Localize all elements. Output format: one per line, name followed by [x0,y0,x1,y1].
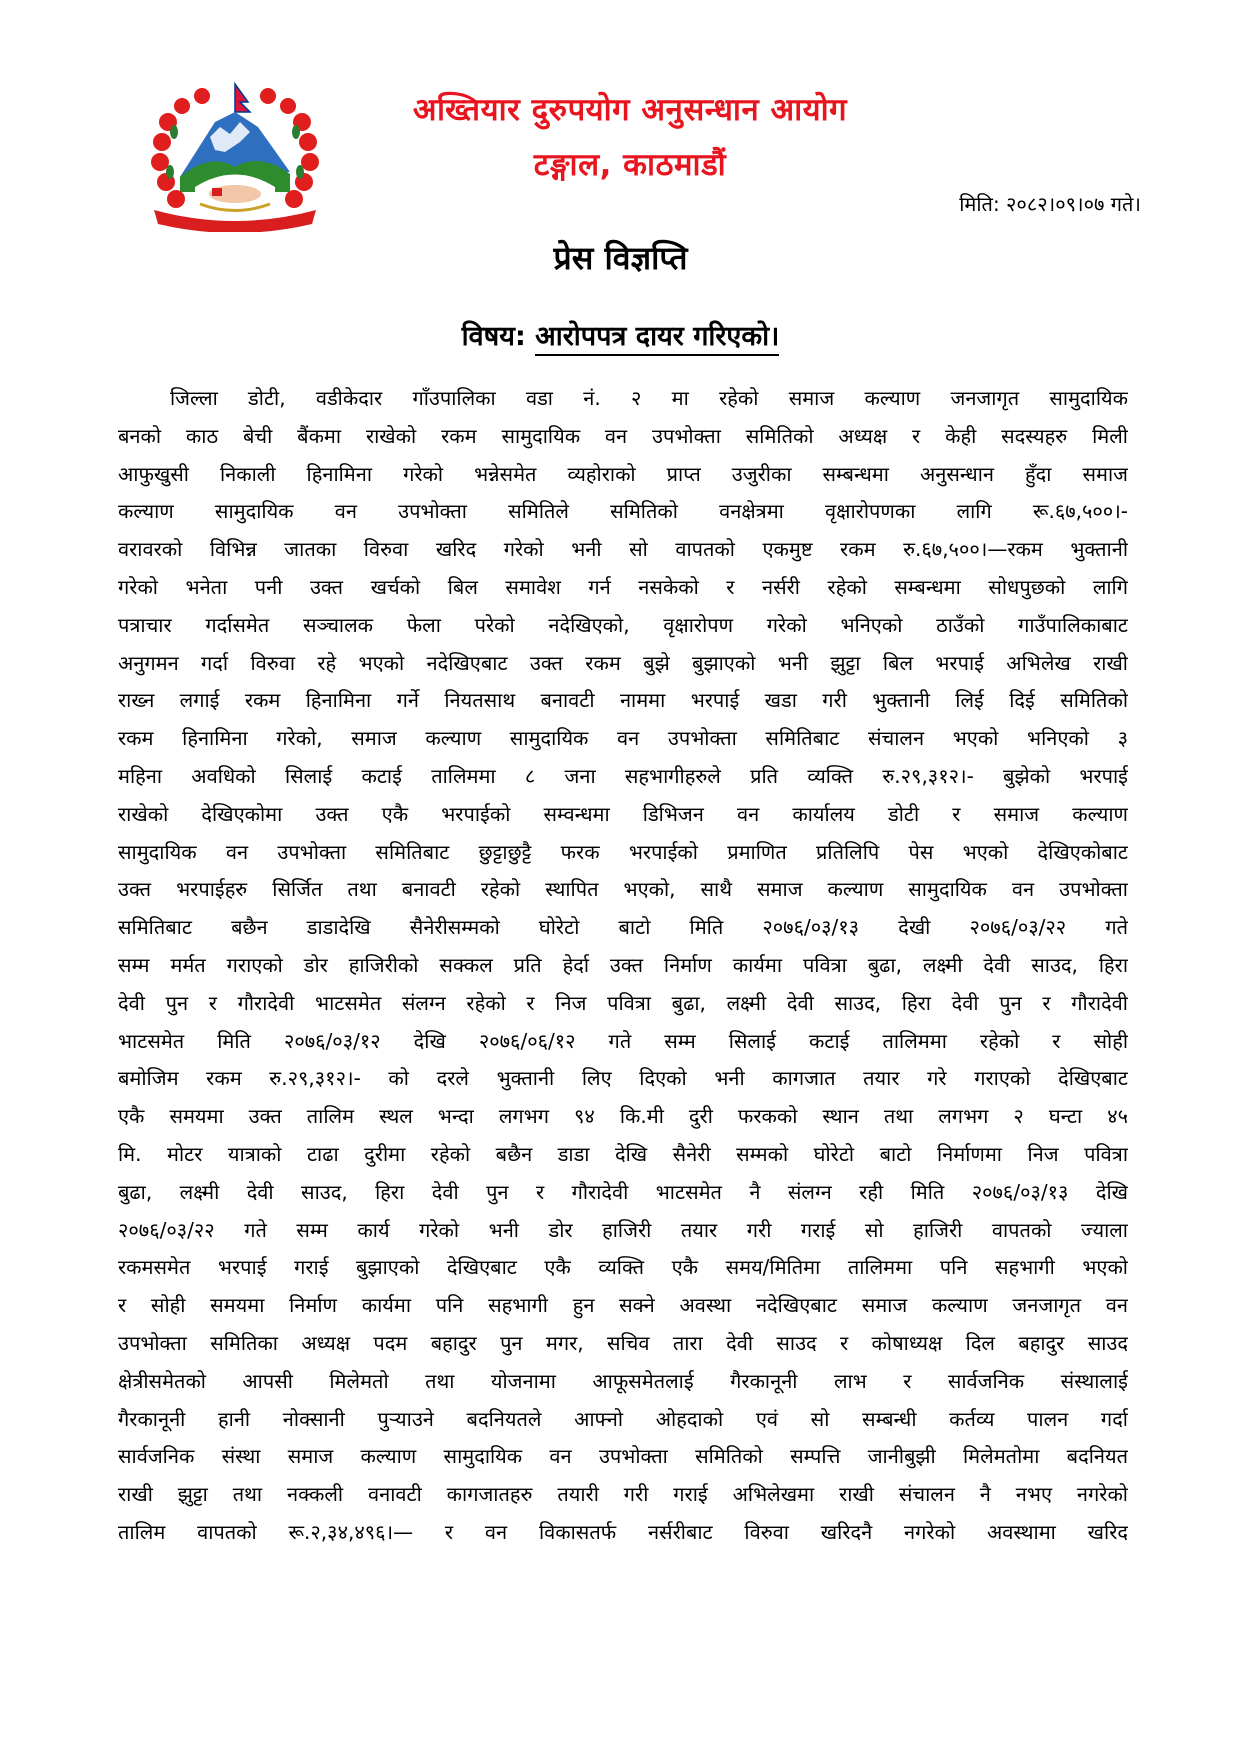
document-title: प्रेस विज्ञप्ति [553,239,688,277]
body-line: महिना अवधिको सिलाई कटाई तालिममा ८ जना सहभागीहरुले प्रति व्यक्ति रु.२९,३१२।- बुझेको भरपाई [118,763,1128,788]
body-line: बनको काठ बेची बैंकमा राखेको रकम सामुदायिक वन उपभोक्ता समितिको अध्यक्ष र केही सदस्यहरु मिली [118,423,1128,448]
body-line: कल्याण सामुदायिक वन उपभोक्ता समितिले समितिको वनक्षेत्रमा वृक्षारोपणका लागि रू.६७,५००।- [118,499,1128,524]
body-line: राखी झुट्टा तथा नक्कली वनावटी कागजातहरु तयारी गरी गराई अभिलेखमा राखी संचालन नै नभए नगरेको [118,1482,1128,1507]
emblem-graphic [140,82,330,232]
body-line: रकमसमेत भरपाई गराई बुझाएको देखिएबाट एकै व्यक्ति एकै समय/मितिमा तालिममा पनि सहभागी भएको [118,1255,1128,1280]
document-date: मिति: २०८२।०९।०७ गते। [959,192,1141,216]
motto-ribbon [154,210,316,232]
body-line: राखेको देखिएकोमा उक्त एकै भरपाईको सम्वन्धमा डिभिजन वन कार्यालय डोटी र समाज कल्याण [118,801,1128,826]
body-line: उपभोक्ता समितिका अध्यक्ष पदम बहादुर पुन मगर, सचिव तारा देवी साउद र कोषाध्यक्ष दिल बहादुर साउद [118,1330,1128,1355]
subject-label: विषय: [461,321,526,352]
body-line: सार्वजनिक संस्था समाज कल्याण सामुदायिक वन उपभोक्ता समितिको सम्पत्ति जानीबुझी मिलेमतोमा बदनियत [118,1444,1128,1469]
flag-icon [235,84,250,112]
body-line: देवी पुन र गौरादेवी भाटसमेत संलग्न रहेको र निज पवित्रा बुढा, लक्ष्मी देवी साउद, हिरा देवी पुन र गौरादेवी [118,990,1128,1015]
body-paragraph [118,380,1128,1552]
body-line: बमोजिम रकम रु.२९,३१२।- को दरले भुक्तानी लिए दिएको भनी कागजात तयार गरे गराएको देखिएबाट [118,1066,1128,1091]
body-line: आफुखुसी निकाली हिनामिना गरेको भन्नेसमेत व्यहोराको प्राप्त उजुरीका सम्बन्धमा अनुसन्धान हुँदा समाज [118,461,1128,486]
body-line: सामुदायिक वन उपभोक्ता समितिबाट छुट्टाछुट्टै फरक भरपाईको प्रमाणित प्रतिलिपि पेस भएको देखिएकोबाट [118,839,1128,864]
body-line: जिल्ला डोटी, वडीकेदार गाँउपालिका वडा नं. २ मा रहेको समाज कल्याण जनजागृत सामुदायिक [170,386,1128,410]
body-line: बुढा, लक्ष्मी देवी साउद, हिरा देवी पुन र गौरादेवी भाटसमेत नै संलग्न रही मिति २०७६/०३/१३ देखि [118,1179,1128,1204]
body-line: र सोही समयमा निर्माण कार्यमा पनि सहभागी हुन सक्ने अवस्था नदेखिएबाट समाज कल्याण जनजागृत वन [118,1293,1128,1318]
body-line: मि. मोटर यात्राको टाढा दुरीमा रहेको बछैन डाडा देखि सैनेरी सम्मको घोरेटो बाटो निर्माणमा निज पवित्रा [118,1141,1128,1166]
body-line: अनुगमन गर्दा विरुवा रहे भएको नदेखिएबाट उक्त रकम बुझे बुझाएको भनी झुट्टा बिल भरपाई अभिलेख राखी [118,650,1128,675]
body-line: समितिबाट बछैन डाडादेखि सैनेरीसम्मको घोरेटो बाटो मिति २०७६/०३/१३ देखी २०७६/०३/२२ गते [118,915,1128,940]
organization-address: टङ्गाल, काठमाडौं [533,147,727,183]
body-line: क्षेत्रीसमेतको आपसी मिलेमतो तथा योजनामा आफूसमेतलाई गैरकानूनी लाभ र सार्वजनिक संस्थालाई [118,1368,1128,1393]
subject-line [0,316,1241,353]
body-line: एकै समयमा उक्त तालिम स्थल भन्दा लगभग ९४ कि.मी दुरी फरकको स्थान तथा लगभग २ घन्टा ४५ [118,1104,1128,1129]
body-line: वरावरको विभिन्न जातका विरुवा खरिद गरेको भनी सो वापतको एकमुष्ट रकम रु.६७,५००।—रकम भुक्तानी [118,537,1128,562]
organization-name: अख्तियार दुरुपयोग अनुसन्धान आयोग [412,92,848,128]
nepal-emblem [140,82,330,232]
subject-text: आरोपपत्र दायर गरिएको। [535,321,779,356]
body-line: सम्म मर्मत गराएको डोर हाजिरीको सक्कल प्रति हेर्दा उक्त निर्माण कार्यमा पवित्रा बुढा, लक्ष्मी देवी साउद, हिरा [118,952,1128,977]
body-line: २०७६/०३/२२ गते सम्म कार्य गरेको भनी डोर हाजिरी तयार गरी गराई सो हाजिरी वापतको ज्याला [118,1217,1128,1242]
body-line: रकम हिनामिना गरेको, समाज कल्याण सामुदायिक वन उपभोक्ता समितिबाट संचालन भएको भनिएको ३ [118,726,1128,751]
body-line: राख्न लगाई रकम हिनामिना गर्ने नियतसाथ बनावटी नाममा भरपाई खडा गरी भुक्तानी लिई दिई समितिको [118,688,1128,713]
body-line: गैरकानूनी हानी नोक्सानी पुऱ्याउने बदनियतले आफ्नो ओहदाको एवं सो सम्बन्धी कर्तव्य पालन गर्दा [118,1406,1128,1431]
body-line: उक्त भरपाईहरु सिर्जित तथा बनावटी रहेको स्थापित भएको, साथै समाज कल्याण सामुदायिक वन उपभोक्ता [118,877,1128,902]
body-line: तालिम वापतको रू.२,३४,४९६।— र वन विकासतर्फ नर्सरीबाट विरुवा खरिदनै नगरेको अवस्थामा खरिद [118,1519,1128,1544]
body-line: पत्राचार गर्दासमेत सञ्चालक फेला परेको नदेखिएको, वृक्षारोपण गरेको भनिएको ठाउँको गाउँपालिकाबाट [118,612,1128,637]
body-line: भाटसमेत मिति २०७६/०३/१२ देखि २०७६/०६/१२ गते सम्म सिलाई कटाई तालिममा रहेको र सोही [118,1028,1128,1053]
body-line: गरेको भनेता पनी उक्त खर्चको बिल समावेश गर्न नसकेको र नर्सरी रहेको सम्बन्धमा सोधपुछको लागि [118,574,1128,599]
